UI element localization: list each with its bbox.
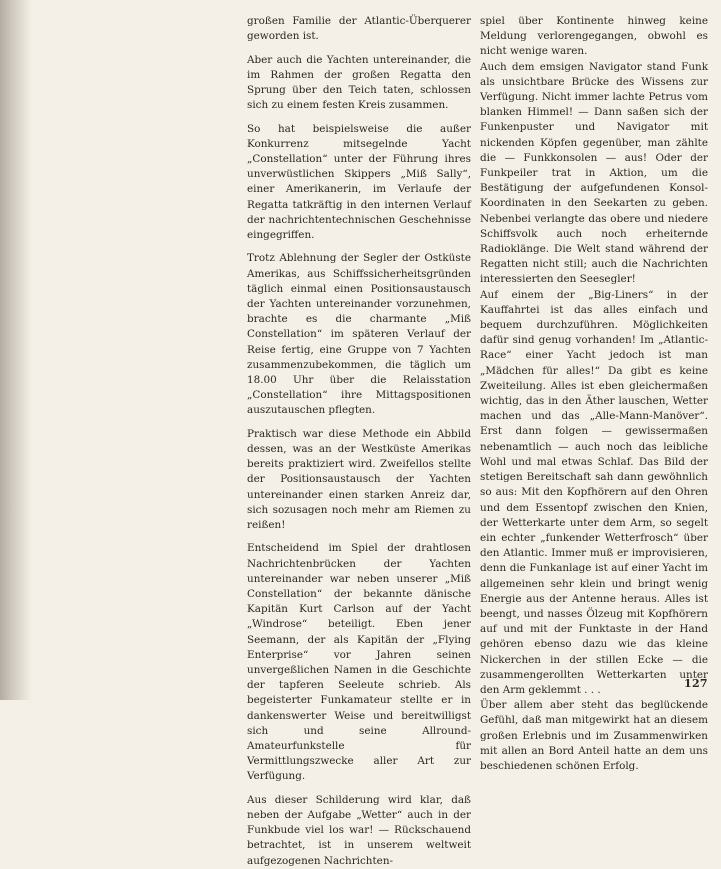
paragraph: Auch dem emsigen Navigator stand Funk als unsichtbare Brücke des Wissens zur Verfügung. Nicht immer lachte Petrus vom blanken Himmel! — Dann saßen sich der Funkenpuster und Navigator mit nickenden Köpfen gegenüber, man zählte die — Funkkonsolen — aus! Oder der Funkpeiler trat in Aktion, um die Bestätigung der aufgefundenen Konsol-Koordinaten in den Seekarten zu geben. Nebenbei verlangte das obere und niedere Schiffsvolk auch noch erheiternde Radioklänge. Die Welt stand während der Regatten nicht still; auch die Nachrichten interessierten den Seesegler! <box>480 60 708 286</box>
paragraph: Aus dieser Schilderung wird klar, daß neben der Aufgabe „Wetter“ auch in der Funkbude viel los war! — Rückschauend betrachtet, ist in unserem weltweit aufgezogenen Nachrichten- <box>247 793 471 867</box>
paragraph: großen Familie der Atlantic-Überquerer geworden ist. <box>247 15 471 43</box>
paragraph: Auf einem der „Big-Liners“ in der Kauffahrtei ist das alles einfach und bequem durchzuführen. Möglichkeiten dafür sind genug vorhanden! Im „Atlantic-Race“ einer Yacht jedoch ist man „Mädchen für alles!“ Da gibt es keine Zweiteilung. Alles ist eben gleichermaßen wichtig, das in den Äther lauschen, Wetter machen und das „Alle-Mann-Manöver“. Erst dann folgen — gewissermaßen nebenamtlich — auch noch das leibliche Wohl und mal etwas Schlaf. Das Bild der stetigen Bereitschaft sah dann gewöhnlich so aus: Mit den Kopfhörern auf den Ohren und dem Essentopf zwischen den Knien, der Wetterkarte unter dem Arm, so segelt ein echter „funkender Wetterfrosch“ über den Atlantic. Immer muß er improvisieren, denn die Funkanlage ist auf einer Yacht im allgemeinen sehr klein und bringt wenig Energie aus der Antenne heraus. Alles ist beengt, und nasses Ölzeug mit Kopfhörern auf und mit der Funktaste in der Hand gehören ebenso dazu wie das kleine Nickerchen in der stillen Ecke — die zusammengerollten Wetterkarten unter den Arm geklemmt . . . <box>480 288 708 696</box>
text-column-right <box>480 14 708 774</box>
text-column-left <box>247 14 471 869</box>
paragraph: Aber auch die Yachten untereinander, die im Rahmen der großen Regatta den Sprung über den Teich taten, schlossen sich zu einem festen Kreis zusammen. <box>247 53 471 112</box>
page-number: 127 <box>684 677 708 690</box>
paragraph: So hat beispielsweise die außer Konkurrenz mitsegelnde Yacht „Constellation“ unter der Führung ihres unverwüstlichen Skippers „Miß Sally“, einer Amerikanerin, im Verlaufe der Regatta tatkräftig in den internen Verlauf der nachrichtentechnischen Geschehnisse eingegriffen. <box>247 122 471 242</box>
paragraph: Praktisch war diese Methode ein Abbild dessen, was an der Westküste Amerikas bereits praktiziert wird. Zweifellos stellte der Positionsaustausch der Yachten untereinander einen starken Anreiz dar, sich sozusagen noch mehr am Riemen zu reißen! <box>247 427 471 532</box>
paragraph: Entscheidend im Spiel der drahtlosen Nachrichtenbrücken der Yachten untereinander war neben unserer „Miß Constellation“ der bekannte dänische Kapitän Kurt Carlson auf der Yacht „Windrose“ beteiligt. Eben jener Seemann, der als Kapitän der „Flying Enterprise“ vor Jahren seinen unvergeßlichen Namen in die Geschichte der tapferen Seeleute schrieb. Als begeisterter Funkamateur stellte er in dankenswerter Weise und bereitwilligst sich und seine Allround-Amateurfunkstelle für Vermittlungszwecke aller Art zur Verfügung. <box>247 542 471 783</box>
paragraph: spiel über Kontinente hinweg keine Meldung verlorengegangen, obwohl es nicht wenige waren. <box>480 15 708 58</box>
paragraph: Trotz Ablehnung der Segler der Ostküste Amerikas, aus Schiffssicherheitsgründen täglich einmal einen Positionsaustausch der Yachten untereinander vorzunehmen, brachte es die charmante „Miß Constellation“ im späteren Verlauf der Reise fertig, eine Gruppe von 7 Yachten zusammenzubekommen, die täglich um 18.00 Uhr über die Relaisstation „Constellation“ ihre Mittagspositionen auszutauschen pflegten. <box>247 252 471 417</box>
paragraph: Über allem aber steht das beglückende Gefühl, daß man mitgewirkt hat an diesem großen Erlebnis und im Zusammenwirken mit allen an Bord Anteil hatte an dem uns beschiedenen schönen Erfolg. <box>480 699 708 772</box>
